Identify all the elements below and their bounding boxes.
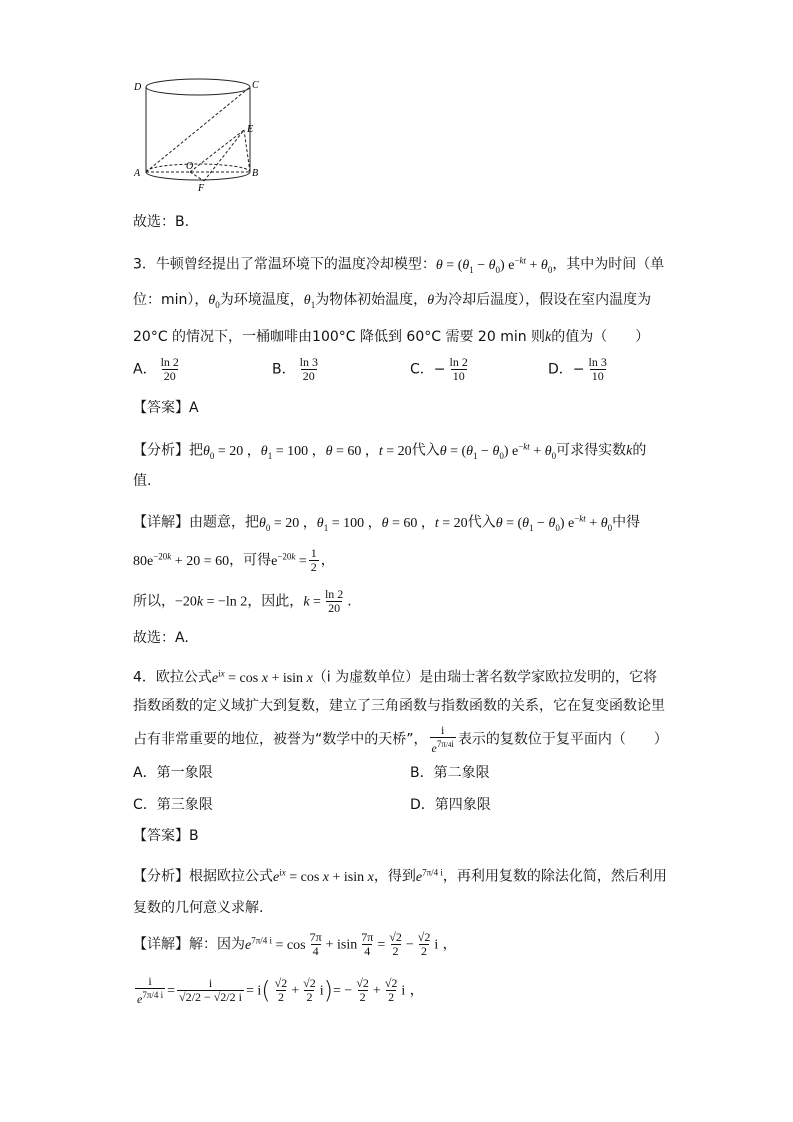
label-f: F: [198, 183, 205, 194]
q4-option-a: A．第一象限: [133, 765, 213, 781]
q3-analysis-line2: 值.: [133, 473, 152, 489]
q3-detail-line2: $80e^{-20k} + 20 = 60$，可得$e^{-20k}$ = $\frac{1}{2}$ ，: [133, 546, 335, 575]
q3-stem-line2: 位：min），$\theta_0$为环境温度，$\theta_1$为物体初始温度，θ为冷却后温度），假设在室内温度为: [133, 292, 652, 310]
label-o: O: [186, 161, 194, 172]
q4-stem-line3: 占有非常重要的地位，被誉为“数学中的天桥”， $\frac{i}{e^{7\pi/4i}}$ 表示的复数位于复平面内（ ）: [133, 723, 668, 755]
q2-conclusion: 故选：B.: [133, 214, 190, 230]
q4-answer: 【答案】B: [133, 828, 199, 844]
newton-cooling-formula: $\theta = (\theta_1 - \theta_0) e^{-kt} + \theta_0$: [435, 255, 553, 275]
q3-conclusion: 故选：A.: [133, 630, 189, 646]
label-b: B: [252, 168, 259, 179]
q4-detail-line2: $\frac{i}{e^{7\pi/4 i}}$ = $\frac{i}{√2/2 - √2/2 i}$ = i( $\frac{√2}{2}$ + $\frac{√2}{2}$ i)= − $\frac{√2}{2}$ + $\frac{√2}{2}$ i ，: [137, 974, 424, 1006]
cylinder-figure: [128, 70, 268, 195]
q3-option-d: D．− $\frac{\ln 3}{10}$: [548, 355, 607, 383]
q3-detail-line3: 所以，−20k = −ln 2，因此，k = $\frac{\ln 2}{20}$ .: [133, 587, 352, 615]
q3-answer: 【答案】A: [133, 400, 199, 416]
q4-detail-line1: 【详解】解：因为$e^{7\pi/4 i} = \cos$ $\frac{7\pi}{4}$ + isin $\frac{7\pi}{4}$ = $\frac{√2}{2}$ − $\frac{√2}{2}$ i ，: [133, 930, 457, 959]
label-d: D: [134, 82, 142, 93]
q4-analysis-line1: 【分析】根据欧拉公式$e^{ix} = \cos x + isin$ x，得到$e^{7\pi/4 i}$，再利用复数的除法化简，然后利用: [133, 867, 667, 885]
label-e: E: [247, 124, 254, 135]
label-c: C: [252, 80, 259, 91]
q3-option-b: B． $\frac{\ln 3}{20}$: [272, 355, 318, 383]
q3-stem-line1: 3．牛顿曾经提出了常温环境下的温度冷却模型：$\theta = (\theta_1 - \theta_0) e^{-kt} + \theta_0$，其中为时间（单: [133, 255, 665, 275]
q3-stem-line3: 20°C 的情况下，一桶咖啡由100°C 降低到 60°C 需要 20 min 则k的值为（ ）: [133, 329, 650, 345]
q4-stem-line2: 指数函数的定义域扩大到复数，建立了三角函数与指数函数的关系，它在复变函数论里: [133, 698, 665, 714]
q3-analysis-line1: 【分析】把$\theta_0 = 20$ ，$\theta_1 = 100$ ，θ = 60 ，t = 20代入$\theta = (\theta_1 - \theta_0) e^{-kt} + \theta_0$可求得实数k的: [133, 441, 647, 461]
q4-option-d: D．第四象限: [410, 797, 491, 813]
q4-stem-line1: 4．欧拉公式$e^{ix} = \cos x + isin$ x（i 为虚数单位）是由瑞士著名数学家欧拉发明的，它将: [133, 668, 658, 686]
q4-option-c: C．第三象限: [133, 797, 213, 813]
q4-option-b: B．第二象限: [410, 765, 490, 781]
label-a: A: [134, 168, 141, 179]
q4-analysis-line2: 复数的几何意义求解.: [133, 900, 264, 916]
q3-detail-line1: 【详解】由题意，把$\theta_0 = 20$ ，$\theta_1 = 100$ ，θ = 60 ，t = 20代入$\theta = (\theta_1 - \theta_0) e^{-kt} + \theta_0$中得: [133, 513, 641, 533]
q3-option-c: C．− $\frac{\ln 2}{10}$: [410, 355, 468, 383]
q3-option-a: A． $\frac{\ln 2}{20}$: [133, 355, 179, 383]
